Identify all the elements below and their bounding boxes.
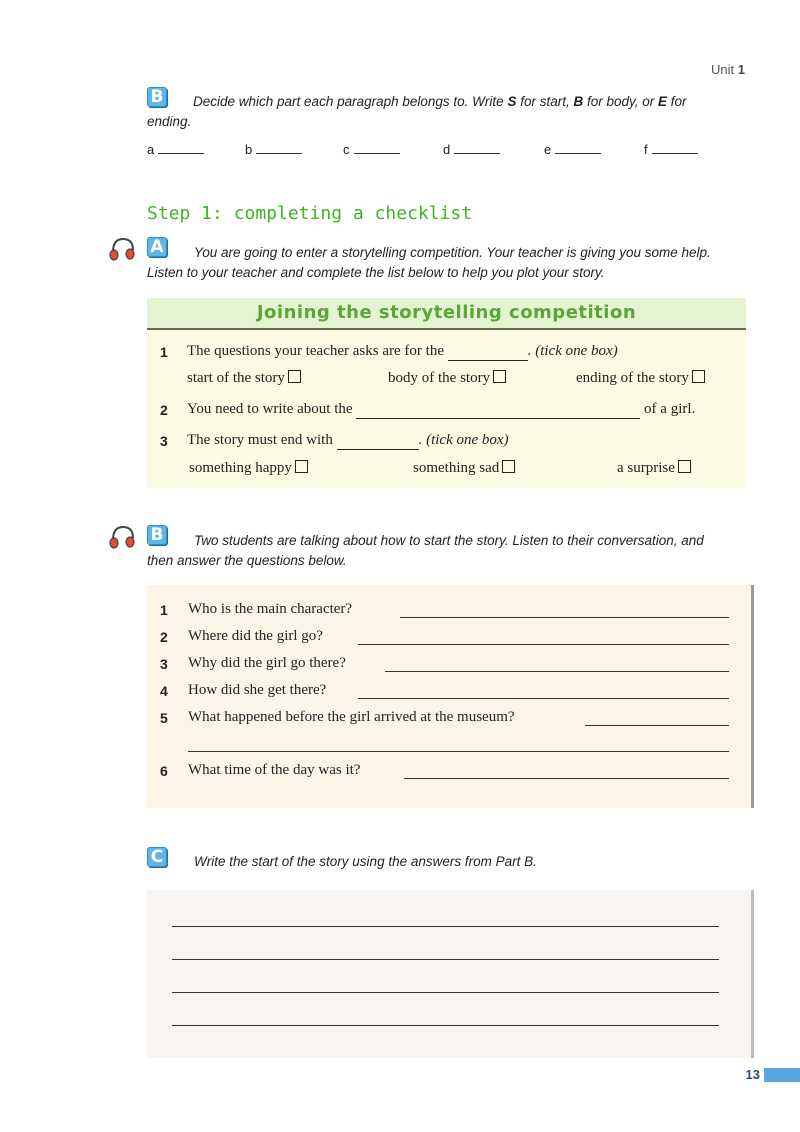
headphones-icon	[108, 524, 138, 550]
writing-line-1[interactable]	[172, 926, 719, 927]
option-sad[interactable]: something sad	[413, 460, 515, 477]
step-title: Step 1: completing a checklist	[147, 203, 473, 224]
partc-instruction: Write the start of the story using the answers from Part B.	[194, 854, 537, 869]
question-4: How did she get there?	[188, 682, 327, 698]
option-start[interactable]: start of the story	[187, 370, 301, 387]
writing-line-3[interactable]	[172, 992, 719, 993]
blank-e[interactable]: e	[544, 142, 601, 157]
answer-line-4[interactable]	[358, 698, 729, 699]
blank-c[interactable]: c	[343, 142, 400, 157]
page-tab-bar	[764, 1068, 800, 1082]
checklist-num-1: 1	[160, 344, 168, 360]
checklist-num-2: 2	[160, 402, 168, 418]
checklist-blank-3[interactable]	[337, 432, 419, 450]
answer-line-5a[interactable]	[585, 725, 729, 726]
checkbox-surprise[interactable]	[678, 460, 691, 473]
checkbox-happy[interactable]	[295, 460, 308, 473]
checkbox-start[interactable]	[288, 370, 301, 383]
checkbox-sad[interactable]	[502, 460, 515, 473]
option-body[interactable]: body of the story	[388, 370, 506, 387]
badge-c: C	[147, 847, 167, 867]
answer-line-3[interactable]	[385, 671, 729, 672]
answer-line-2[interactable]	[358, 644, 729, 645]
option-surprise[interactable]: a surprise	[617, 460, 691, 477]
checklist-blank-1[interactable]	[448, 343, 528, 361]
checklist-blank-2[interactable]	[356, 401, 640, 419]
answer-line-5b[interactable]	[188, 751, 729, 752]
option-ending[interactable]: ending of the story	[576, 370, 705, 387]
question-1: Who is the main character?	[188, 601, 353, 617]
writing-box	[147, 890, 754, 1058]
blank-b[interactable]: b	[245, 142, 302, 157]
page-number: 13	[745, 1067, 760, 1082]
question-3: Why did the girl go there?	[188, 655, 346, 671]
question-2: Where did the girl go?	[188, 628, 323, 644]
badge-b-top: B	[147, 87, 167, 107]
badge-b: B	[147, 525, 167, 545]
blank-d[interactable]: d	[443, 142, 500, 157]
checklist-num-3: 3	[160, 433, 168, 449]
question-num-2: 2	[160, 629, 168, 645]
unit-label: Unit 1	[711, 62, 745, 77]
checkbox-body[interactable]	[493, 370, 506, 383]
checklist-item-2: You need to write about the of a girl.	[187, 401, 696, 417]
partb-instruction: Two students are talking about how to start the story. Listen to their conversation, and then answer the questions below.	[147, 533, 704, 568]
question-num-1: 1	[160, 602, 168, 618]
parta-instruction: You are going to enter a storytelling competition. Your teacher is giving you some help. Listen to your teacher and complete the list below to help you plot your story.	[147, 245, 711, 280]
writing-line-2[interactable]	[172, 959, 719, 960]
question-5: What happened before the girl arrived at the museum?	[188, 709, 515, 725]
badge-a: A	[147, 237, 167, 257]
question-num-6: 6	[160, 763, 168, 779]
partb-top-instruction: Decide which part each paragraph belongs to. Write S for start, B for body, or E for ending.	[147, 94, 687, 129]
checklist-item-3: The story must end with . (tick one box)	[187, 432, 509, 448]
writing-line-4[interactable]	[172, 1025, 719, 1026]
question-num-3: 3	[160, 656, 168, 672]
blank-f[interactable]: f	[644, 142, 698, 157]
checklist-item-1: The questions your teacher asks are for the . (tick one box)	[187, 343, 618, 359]
checkbox-ending[interactable]	[692, 370, 705, 383]
question-num-5: 5	[160, 710, 168, 726]
checklist-title: Joining the storytelling competition	[256, 302, 637, 323]
question-num-4: 4	[160, 683, 168, 699]
answer-line-1[interactable]	[400, 617, 729, 618]
blank-a[interactable]: a	[147, 142, 204, 157]
question-6: What time of the day was it?	[188, 762, 361, 778]
headphones-icon	[108, 236, 138, 262]
answer-line-6[interactable]	[404, 778, 729, 779]
option-happy[interactable]: something happy	[189, 460, 308, 477]
